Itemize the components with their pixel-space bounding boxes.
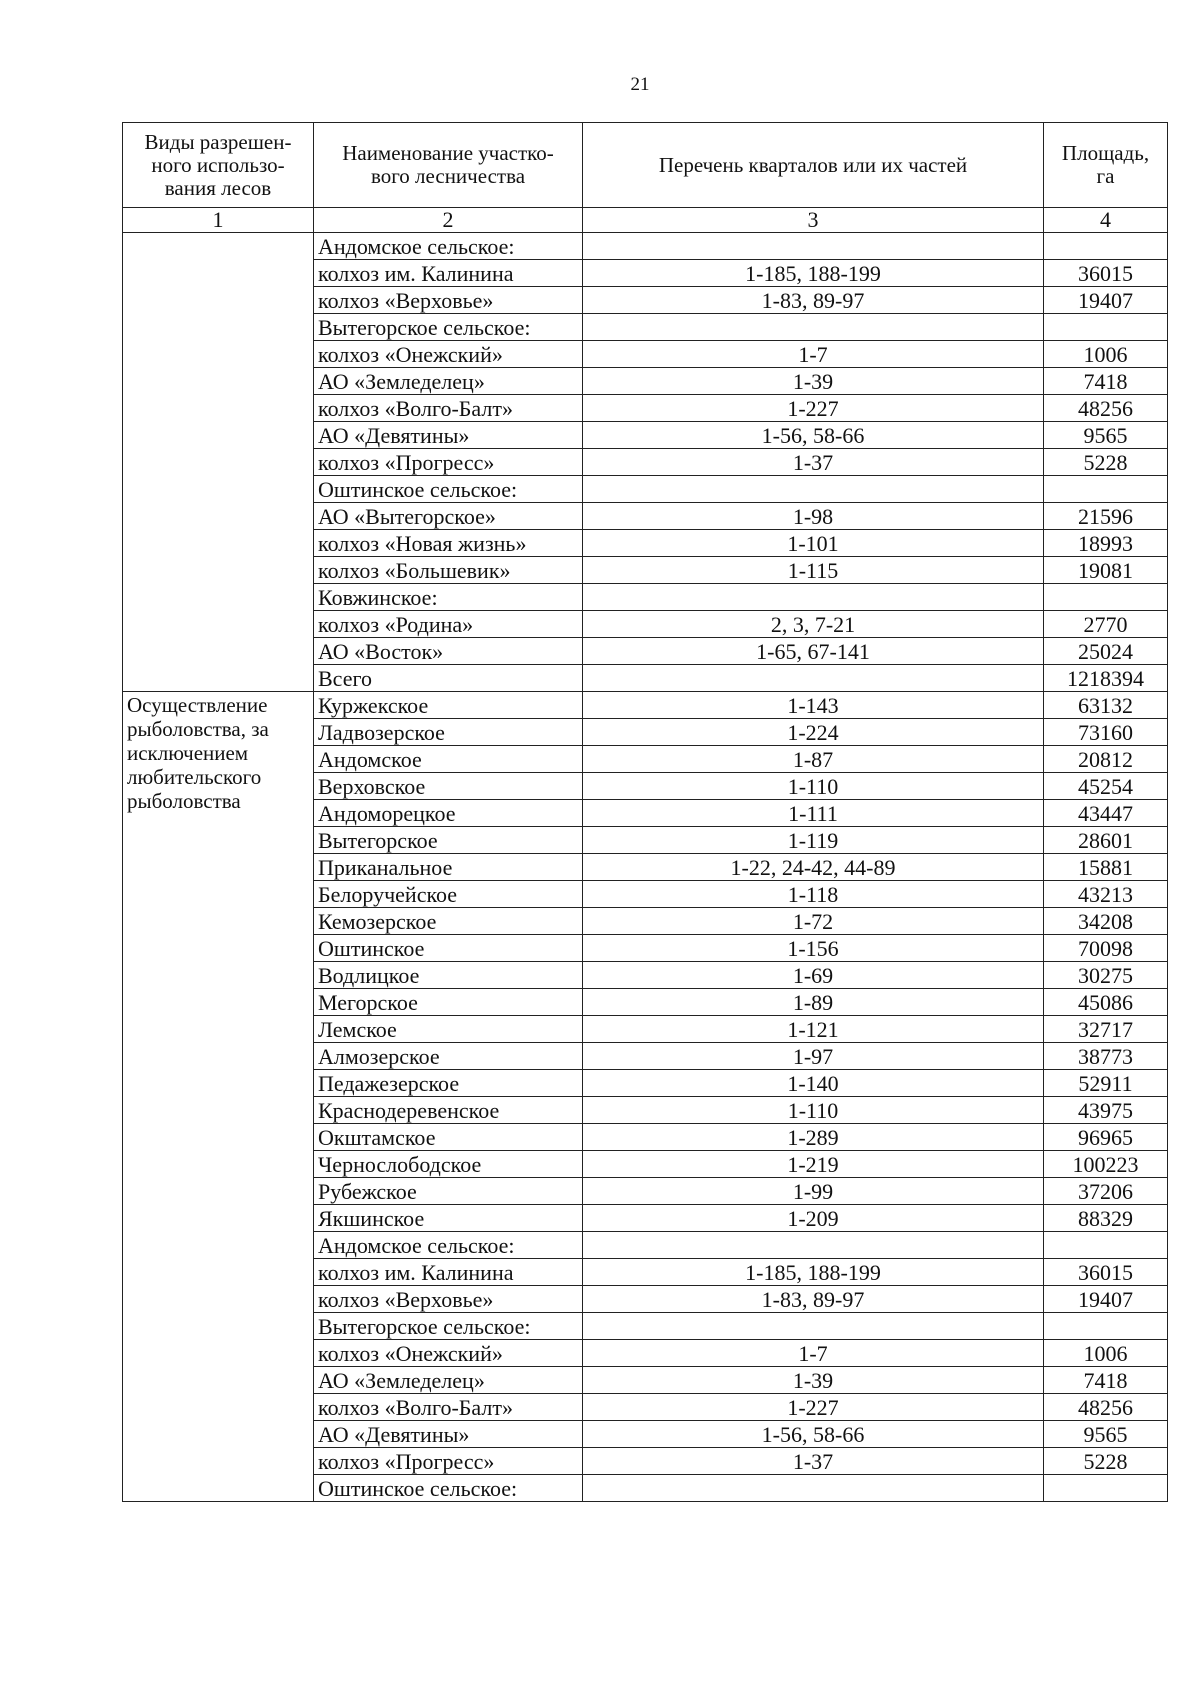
area-cell: 30275 [1044,962,1168,989]
forestry-name-cell: Андоморецкое [314,800,583,827]
quarters-cell [583,1313,1044,1340]
area-cell: 7418 [1044,368,1168,395]
header-quarters-list: Перечень кварталов или их частей [583,123,1044,208]
forestry-name-cell: Оштинское [314,935,583,962]
area-cell: 9565 [1044,422,1168,449]
quarters-cell: 1-121 [583,1016,1044,1043]
area-cell: 45086 [1044,989,1168,1016]
quarters-cell [583,665,1044,692]
table-body [123,233,1168,1502]
area-cell: 73160 [1044,719,1168,746]
quarters-cell: 1-156 [583,935,1044,962]
forestry-name-cell: Краснодеревенское [314,1097,583,1124]
forestry-name-cell: Белоручейское [314,881,583,908]
quarters-cell: 1-22, 24-42, 44-89 [583,854,1044,881]
quarters-cell: 1-7 [583,341,1044,368]
quarters-cell: 1-289 [583,1124,1044,1151]
quarters-cell: 1-185, 188-199 [583,260,1044,287]
area-cell: 32717 [1044,1016,1168,1043]
area-cell: 45254 [1044,773,1168,800]
area-cell: 88329 [1044,1205,1168,1232]
quarters-cell: 1-39 [583,1367,1044,1394]
quarters-cell: 1-110 [583,1097,1044,1124]
area-cell: 43975 [1044,1097,1168,1124]
forestry-name-cell: колхоз «Верховье» [314,1286,583,1313]
area-cell: 36015 [1044,1259,1168,1286]
quarters-cell: 1-209 [583,1205,1044,1232]
quarters-cell: 1-99 [583,1178,1044,1205]
quarters-cell [583,1475,1044,1502]
forestry-name-cell: Кемозерское [314,908,583,935]
forestry-name-cell: колхоз «Волго-Балт» [314,1394,583,1421]
quarters-cell: 1-56, 58-66 [583,422,1044,449]
area-cell: 20812 [1044,746,1168,773]
area-cell: 18993 [1044,530,1168,557]
forestry-name-cell: колхоз «Большевик» [314,557,583,584]
area-cell: 15881 [1044,854,1168,881]
forestry-name-cell: колхоз «Онежский» [314,1340,583,1367]
quarters-cell: 1-115 [583,557,1044,584]
quarters-cell: 1-111 [583,800,1044,827]
area-cell [1044,1232,1168,1259]
quarters-cell: 1-37 [583,449,1044,476]
quarters-cell: 1-185, 188-199 [583,1259,1044,1286]
use-kind-text: Осуществление рыболовства, за исключением любительского рыболовства [127,693,269,813]
header-use-kind: Виды разрешен- ного использо- вания лесов [123,123,314,208]
area-cell [1044,1475,1168,1502]
quarters-cell: 1-56, 58-66 [583,1421,1044,1448]
area-cell: 70098 [1044,935,1168,962]
area-cell: 43447 [1044,800,1168,827]
area-cell: 37206 [1044,1178,1168,1205]
quarters-cell: 1-219 [583,1151,1044,1178]
quarters-cell [583,584,1044,611]
page-number: 21 [630,74,650,95]
area-cell: 7418 [1044,1367,1168,1394]
quarters-cell: 1-87 [583,746,1044,773]
column-number-1: 1 [123,208,314,233]
forestry-name-cell: Андомское [314,746,583,773]
quarters-cell: 1-65, 67-141 [583,638,1044,665]
forestry-name-cell: Вытегорское [314,827,583,854]
quarters-cell: 1-143 [583,692,1044,719]
forestry-name-cell: Вытегорское сельское: [314,1313,583,1340]
column-number-2: 2 [314,208,583,233]
quarters-cell: 1-224 [583,719,1044,746]
quarters-cell: 1-98 [583,503,1044,530]
use-kind-cell [123,692,314,1502]
area-cell: 21596 [1044,503,1168,530]
forestry-name-cell: Водлицкое [314,962,583,989]
area-cell: 25024 [1044,638,1168,665]
forestry-name-cell: Верховское [314,773,583,800]
area-cell: 43213 [1044,881,1168,908]
table-row [123,692,1168,719]
quarters-cell: 1-72 [583,908,1044,935]
forestry-name-cell: Лемское [314,1016,583,1043]
column-number-3: 3 [583,208,1044,233]
forestry-name-cell: Алмозерское [314,1043,583,1070]
forestry-name-cell: Приканальное [314,854,583,881]
area-cell: 2770 [1044,611,1168,638]
forestry-name-cell: Андомское сельское: [314,1232,583,1259]
forestry-name-cell: Чернослободское [314,1151,583,1178]
forestry-name-cell: Ладвозерское [314,719,583,746]
area-cell: 1006 [1044,1340,1168,1367]
forestry-name-cell: колхоз «Родина» [314,611,583,638]
area-cell [1044,584,1168,611]
forestry-name-cell: Андомское сельское: [314,233,583,260]
forestry-name-cell: Вытегорское сельское: [314,314,583,341]
area-cell: 9565 [1044,1421,1168,1448]
forest-use-table [122,122,1168,1502]
area-cell: 100223 [1044,1151,1168,1178]
header-forestry-name: Наименование участко- вого лесничества [314,123,583,208]
quarters-cell: 2, 3, 7-21 [583,611,1044,638]
quarters-cell [583,1232,1044,1259]
forestry-name-cell: Оштинское сельское: [314,1475,583,1502]
forestry-name-cell: АО «Вытегорское» [314,503,583,530]
quarters-cell: 1-7 [583,1340,1044,1367]
quarters-cell: 1-89 [583,989,1044,1016]
forestry-name-cell: АО «Девятины» [314,422,583,449]
quarters-cell: 1-101 [583,530,1044,557]
quarters-cell [583,233,1044,260]
quarters-cell: 1-119 [583,827,1044,854]
forestry-name-cell: АО «Девятины» [314,1421,583,1448]
forestry-name-cell: АО «Восток» [314,638,583,665]
area-cell: 5228 [1044,1448,1168,1475]
header-area: Площадь, га [1044,123,1168,208]
table-header [123,123,1168,233]
area-cell [1044,1313,1168,1340]
forestry-name-cell: АО «Земледелец» [314,368,583,395]
area-cell: 19407 [1044,287,1168,314]
forestry-name-cell: Оштинское сельское: [314,476,583,503]
quarters-cell: 1-227 [583,395,1044,422]
forestry-name-cell: Ковжинское: [314,584,583,611]
forestry-name-cell: Окштамское [314,1124,583,1151]
forestry-name-cell: колхоз «Прогресс» [314,449,583,476]
area-cell: 63132 [1044,692,1168,719]
area-cell [1044,233,1168,260]
area-cell: 38773 [1044,1043,1168,1070]
forestry-name-cell: колхоз «Новая жизнь» [314,530,583,557]
area-cell: 96965 [1044,1124,1168,1151]
forestry-name-cell: колхоз «Верховье» [314,287,583,314]
column-numbers-row [123,208,1168,233]
area-cell: 52911 [1044,1070,1168,1097]
area-cell: 19081 [1044,557,1168,584]
area-cell [1044,314,1168,341]
forestry-name-cell: колхоз им. Калинина [314,1259,583,1286]
table-row [123,233,1168,260]
area-cell: 19407 [1044,1286,1168,1313]
quarters-cell: 1-39 [583,368,1044,395]
area-cell: 34208 [1044,908,1168,935]
forestry-name-cell: колхоз «Прогресс» [314,1448,583,1475]
forestry-name-cell: Педажезерское [314,1070,583,1097]
forestry-name-cell: Якшинское [314,1205,583,1232]
quarters-cell: 1-118 [583,881,1044,908]
column-number-4: 4 [1044,208,1168,233]
forestry-name-cell: Всего [314,665,583,692]
forestry-name-cell: АО «Земледелец» [314,1367,583,1394]
forestry-name-cell: колхоз «Волго-Балт» [314,395,583,422]
quarters-cell: 1-97 [583,1043,1044,1070]
area-cell: 48256 [1044,1394,1168,1421]
area-cell: 5228 [1044,449,1168,476]
area-cell: 1006 [1044,341,1168,368]
quarters-cell: 1-83, 89-97 [583,1286,1044,1313]
quarters-cell [583,314,1044,341]
quarters-cell: 1-37 [583,1448,1044,1475]
area-cell: 1218394 [1044,665,1168,692]
area-cell [1044,476,1168,503]
use-kind-cell [123,233,314,692]
area-cell: 48256 [1044,395,1168,422]
quarters-cell: 1-83, 89-97 [583,287,1044,314]
header-row [123,123,1168,208]
forestry-name-cell: Мегорское [314,989,583,1016]
forestry-name-cell: колхоз им. Калинина [314,260,583,287]
forestry-name-cell: Куржекское [314,692,583,719]
area-cell: 28601 [1044,827,1168,854]
area-cell: 36015 [1044,260,1168,287]
quarters-cell [583,476,1044,503]
quarters-cell: 1-227 [583,1394,1044,1421]
forestry-name-cell: колхоз «Онежский» [314,341,583,368]
quarters-cell: 1-140 [583,1070,1044,1097]
quarters-cell: 1-110 [583,773,1044,800]
quarters-cell: 1-69 [583,962,1044,989]
forestry-name-cell: Рубежское [314,1178,583,1205]
